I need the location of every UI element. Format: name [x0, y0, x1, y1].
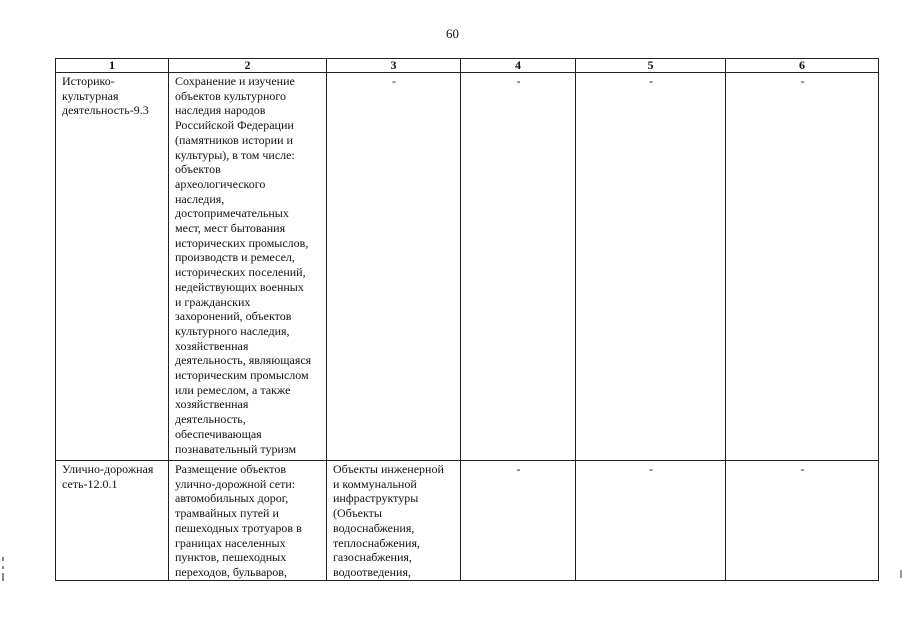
- scan-artifact: [2, 557, 4, 561]
- column-5-cell: -: [576, 461, 726, 581]
- cell-line: пунктов, пешеходных: [175, 550, 287, 565]
- cell-line: культуры), в том числе:: [175, 147, 295, 162]
- cell-line: Размещение объектов: [175, 462, 286, 476]
- table-row: [56, 73, 879, 461]
- column-header-6: 6: [726, 59, 879, 73]
- page-number: 60: [446, 26, 459, 41]
- scan-artifact: [2, 566, 4, 569]
- table-row: [56, 461, 879, 581]
- cell-line: переходов, бульваров,: [175, 564, 287, 579]
- cell-line: объектов культурного: [175, 88, 287, 103]
- column-5-cell: -: [576, 73, 726, 461]
- column-6-cell: -: [726, 73, 879, 461]
- cell-line: водоснабжения,: [333, 520, 415, 535]
- column-header-5: 5: [576, 59, 726, 73]
- column-header-4: 4: [461, 59, 576, 73]
- column-header-2: 2: [169, 59, 327, 73]
- cell-line: историческим промыслом: [175, 368, 309, 383]
- cell-line: захоронений, объектов: [175, 309, 292, 324]
- cell-line: исторических поселений,: [175, 265, 306, 280]
- description-cell: [169, 73, 327, 461]
- cell-line: границах населенных: [175, 535, 286, 550]
- cell-line: Сохранение и изучение: [175, 74, 295, 88]
- cell-line: (Объекты: [333, 506, 382, 521]
- cell-line: газоснабжения,: [333, 550, 412, 565]
- cell-line: деятельность, являющаяся: [175, 353, 312, 368]
- column-4-cell: -: [461, 73, 576, 461]
- cell-line: хозяйственная: [175, 338, 249, 353]
- table-header-row: [56, 59, 879, 73]
- cell-line: теплоснабжения,: [333, 535, 420, 550]
- cell-line: сеть-12.0.1: [62, 476, 118, 491]
- description-cell: [169, 461, 327, 581]
- scan-artifact: [2, 573, 4, 581]
- main-use-cell: [327, 461, 461, 581]
- cell-line: Улично-дорожная: [62, 462, 154, 476]
- cell-line: хозяйственная: [175, 397, 249, 412]
- land-use-table: [55, 58, 879, 581]
- cell-line: культурного наследия,: [175, 323, 290, 338]
- cell-line: (памятников истории и: [175, 132, 293, 147]
- cell-line: наследия,: [175, 191, 225, 206]
- column-header-3: 3: [327, 59, 461, 73]
- cell-line: археологического: [175, 176, 266, 191]
- cell-line: недействующих военных: [175, 279, 304, 294]
- cell-line: объектов: [175, 162, 221, 177]
- land-use-name-cell: [56, 73, 169, 461]
- column-4-cell: -: [461, 461, 576, 581]
- cell-line: познавательный туризм: [175, 441, 297, 456]
- cell-line: обеспечивающая: [175, 426, 262, 441]
- cell-line: деятельность,: [175, 412, 246, 427]
- cell-line: Российской Федерации: [175, 118, 294, 133]
- cell-line: наследия народов: [175, 103, 266, 118]
- cell-line: достопримечательных: [175, 206, 289, 221]
- cell-line: деятельность-9.3: [62, 103, 149, 118]
- cell-line: и гражданских: [175, 294, 251, 309]
- land-use-name-cell: [56, 461, 169, 581]
- cell-line: Объекты инженерной: [333, 462, 444, 476]
- cell-line: инфраструктуры: [333, 491, 419, 506]
- column-header-1: 1: [56, 59, 169, 73]
- cell-line: пешеходных тротуаров в: [175, 520, 302, 535]
- cell-line: и коммунальной: [333, 476, 417, 491]
- cell-line: автомобильных дорог,: [175, 491, 289, 506]
- cell-line: -: [392, 74, 396, 88]
- cell-line: производств и ремесел,: [175, 250, 295, 265]
- cell-line: Историко-: [62, 74, 115, 88]
- cell-line: трамвайных путей и: [175, 506, 279, 521]
- column-6-cell: -: [726, 461, 879, 581]
- cell-line: мест, мест бытования: [175, 221, 286, 236]
- scan-artifact: [900, 570, 902, 578]
- cell-line: культурная: [62, 88, 119, 103]
- cell-line: или ремеслом, а также: [175, 382, 291, 397]
- cell-line: водоотведения,: [333, 564, 411, 579]
- main-use-cell: [327, 73, 461, 461]
- cell-line: улично-дорожной сети:: [175, 476, 296, 491]
- cell-line: исторических промыслов,: [175, 235, 309, 250]
